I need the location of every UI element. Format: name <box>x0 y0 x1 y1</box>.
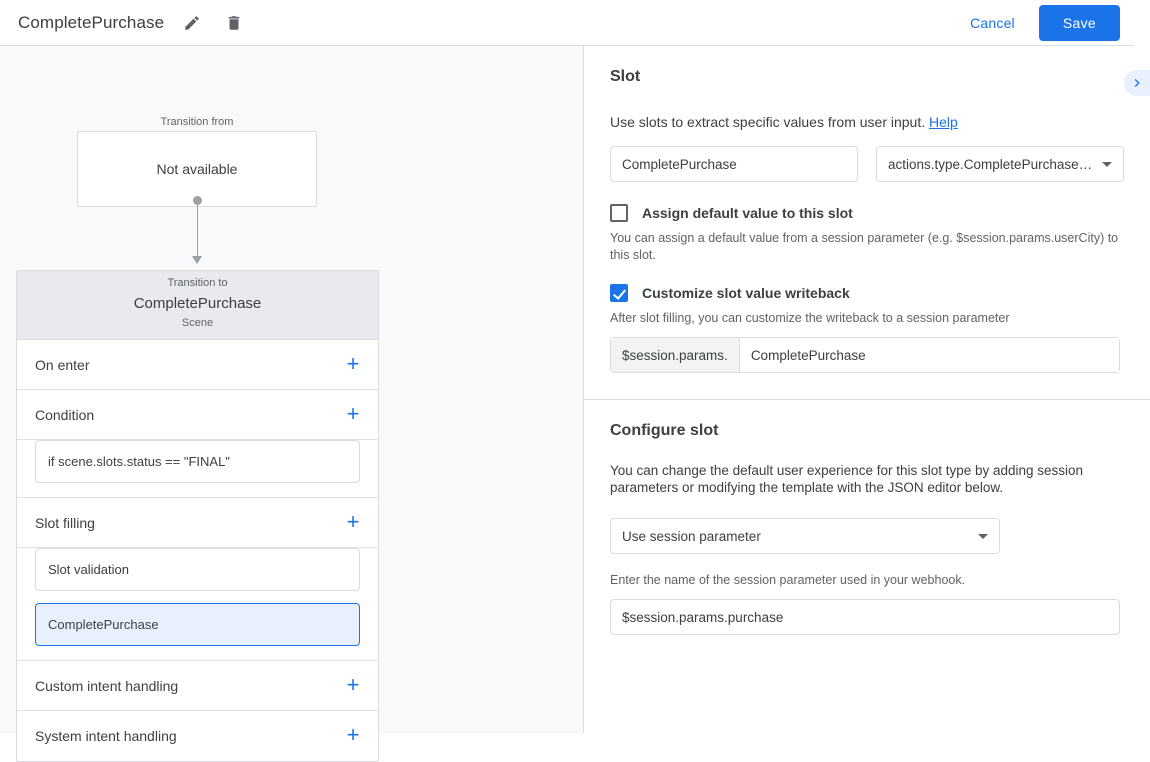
scene-graph-pane <box>0 46 584 747</box>
scene-card-header[interactable] <box>17 271 378 340</box>
top-toolbar <box>0 0 1134 46</box>
default-value-label: Assign default value to this slot <box>642 205 853 221</box>
scene-type: Scene <box>181 317 214 329</box>
section-system-intent-handling[interactable] <box>17 711 378 761</box>
section-slot-filling[interactable] <box>17 498 378 548</box>
section-on-enter-label: On enter <box>35 356 90 373</box>
transition-to-label: Transition to <box>167 277 228 289</box>
help-link[interactable]: Help <box>929 114 958 130</box>
default-value-checkbox[interactable] <box>610 204 628 222</box>
connector-line <box>197 200 198 262</box>
slot-type-field-wrap <box>876 146 1124 182</box>
session-param-helper: Enter the name of the session parameter used in your webhook. <box>610 573 966 587</box>
slot-filling-list <box>17 548 378 661</box>
chevron-right-icon[interactable] <box>1124 70 1150 96</box>
list-item[interactable]: Slot validation <box>35 548 360 591</box>
add-system-intent-handling-icon[interactable]: + <box>346 722 360 747</box>
writeback-checkbox[interactable] <box>610 284 628 302</box>
configure-slot-mode-select[interactable] <box>610 518 1000 554</box>
transition-from-label: Transition from <box>160 116 234 128</box>
list-item[interactable]: if scene.slots.status == "FINAL" <box>35 440 360 483</box>
chevron-down-icon <box>1102 162 1112 167</box>
section-on-enter[interactable] <box>17 340 378 390</box>
writeback-param-prefix: $session.params. <box>611 338 740 372</box>
transition-from-node[interactable] <box>77 116 317 207</box>
section-custom-intent-handling-label: Custom intent handling <box>35 677 179 694</box>
configure-slot-section <box>584 400 1150 635</box>
add-slot-filling-icon[interactable]: + <box>346 508 360 534</box>
section-condition[interactable] <box>17 390 378 440</box>
slot-name-type-row <box>610 146 1124 182</box>
page-title: CompletePurchase <box>18 12 165 32</box>
configure-slot-mode-value: Use session parameter <box>622 528 761 544</box>
default-value-checkbox-row[interactable] <box>610 204 1124 222</box>
slot-section-title: Slot <box>610 68 641 85</box>
slot-editor-pane <box>584 46 1150 733</box>
slot-name-field-wrap <box>610 146 858 182</box>
scene-card <box>16 270 379 762</box>
condition-list <box>17 440 378 498</box>
configure-slot-title: Configure slot <box>610 422 719 439</box>
body <box>0 46 1134 747</box>
trash-icon[interactable] <box>220 9 248 37</box>
section-slot-filling-label: Slot filling <box>35 514 95 531</box>
section-custom-intent-handling[interactable] <box>17 661 378 711</box>
pencil-icon[interactable] <box>178 9 206 37</box>
list-item[interactable]: CompletePurchase <box>35 603 360 646</box>
save-button[interactable]: Save <box>1039 5 1120 41</box>
connector-arrow-icon <box>192 256 202 264</box>
add-condition-icon[interactable]: + <box>346 400 360 426</box>
slot-description-text: Use slots to extract specific values from user input. <box>610 114 926 130</box>
slot-name-input[interactable] <box>610 146 858 182</box>
default-value-helper: You can assign a default value from a session parameter (e.g. $session.params.userCity) to this slot. <box>610 231 1119 262</box>
slot-type-value: actions.type.CompletePurchase… <box>888 156 1093 172</box>
slot-description <box>610 112 1124 132</box>
configure-slot-description: You can change the default user experience for this slot type by adding session parameters or modifying the template with the JSON editor below. <box>610 463 1084 495</box>
add-on-enter-icon[interactable]: + <box>346 350 360 376</box>
writeback-param-field <box>610 337 1120 373</box>
writeback-param-input[interactable] <box>740 338 1119 372</box>
transition-from-value: Not available <box>77 131 317 207</box>
section-condition-label: Condition <box>35 406 95 423</box>
chevron-down-icon <box>978 534 988 539</box>
section-system-intent-handling-label: System intent handling <box>35 728 177 744</box>
slot-type-select[interactable] <box>876 146 1124 182</box>
writeback-helper: After slot filling, you can customize the writeback to a session parameter <box>610 311 1010 325</box>
writeback-checkbox-row[interactable] <box>610 284 1124 302</box>
cancel-button[interactable]: Cancel <box>958 7 1027 39</box>
add-custom-intent-handling-icon[interactable]: + <box>346 671 360 697</box>
scene-name: CompletePurchase <box>133 295 262 312</box>
slot-section <box>584 46 1150 373</box>
writeback-label: Customize slot value writeback <box>642 285 850 301</box>
session-param-input[interactable] <box>610 599 1120 635</box>
